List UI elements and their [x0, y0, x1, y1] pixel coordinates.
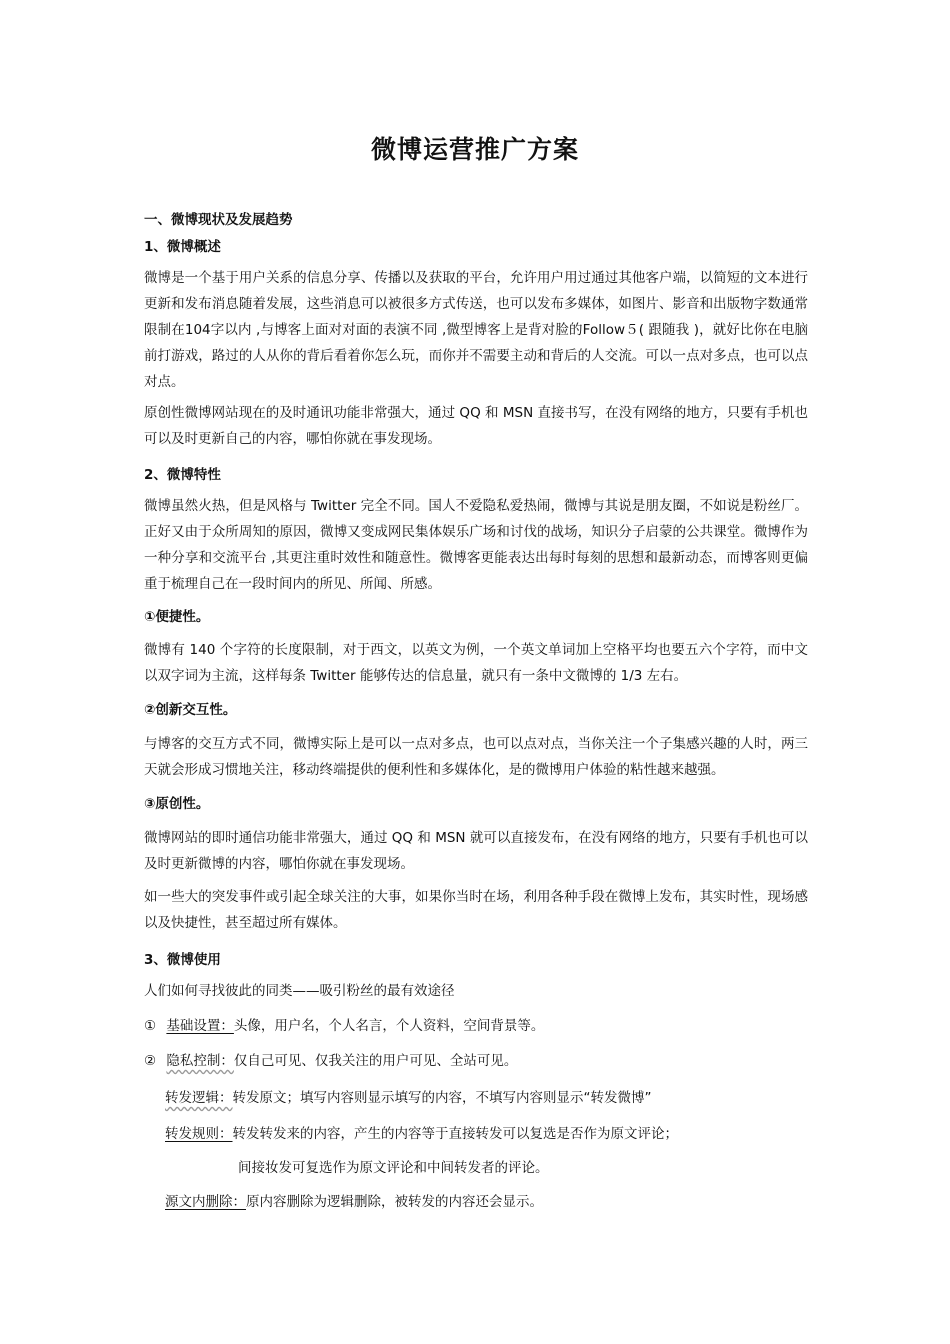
paragraph-realtime: 如一些大的突发事件或引起全球关注的大事，如果你当时在场，利用各种手段在微博上发布，其实时性，现场感以及快捷性，甚至超过所有媒体。: [144, 889, 808, 931]
page-title: 微博运营推广方案: [370, 135, 579, 164]
feature-heading-convenience: ①便捷性。: [144, 609, 210, 625]
section-heading-1: 一、微博现状及发展趋势: [144, 212, 293, 228]
list-item-text: 转发转发来的内容，产生的内容等于直接转发可以复选是否作为原文评论；: [232, 1126, 678, 1142]
list-item-label: 转发规则：: [165, 1126, 233, 1142]
list-item-text: 原内容删除为逻辑删除，被转发的内容还会显示。: [246, 1194, 543, 1210]
list-item-text: 头像，用户名，个人名言，个人资料，空间背景等。: [233, 1018, 545, 1034]
subsection-heading-overview: 1、微博概述: [144, 239, 221, 255]
list-item-repost-rules-continued: 间接妆发可复选作为原文评论和中间转发者的评论。: [238, 1160, 549, 1176]
subsection-heading-features: 2、微博特性: [144, 467, 221, 483]
list-item-label: 隐私控制：: [166, 1053, 234, 1069]
feature-heading-interaction: ②创新交互性。: [144, 702, 237, 718]
list-item-text: 转发原文；填写内容则显示填写的内容，不填写内容则显示“转发微博”: [232, 1090, 652, 1106]
subsection-heading-usage: 3、微博使用: [144, 952, 221, 968]
paragraph-interaction: 与博客的交互方式不同，微博实际上是可以一点对多点，也可以点对点，当你关注一个子集感兴趣的人时，两三天就会形成习惯地关注，移动终端提供的便利性和多媒体化，是的微博用户体验的粘性越来越强。: [144, 736, 808, 778]
paragraph-originality-sites: 原创性微博网站现在的及时通讯功能非常强大，通过 QQ 和 MSN 直接书写，在没有网络的地方，只要有手机也可以及时更新自己的内容，哪怕你就在事发现场。: [144, 405, 808, 447]
paragraph-features: 微博虽然火热，但是风格与 Twitter 完全不同。国人不爱隐私爱热闹，微博与其说是朋友圈，不如说是粉丝厂。正好又由于众所周知的原因，微博又变成网民集体娱乐广场和讨伐的战场，知识分子启蒙的公共课堂。微博作为一种分享和交流平台 ,其更注重时效性和随意性。微博客更能表达出每时每刻的思想和最新动态，而博客则更偏重于梳理自己在一段时间内的所见、所闻、所感。: [144, 498, 808, 592]
paragraph-convenience: 微博有 140 个字符的长度限制，对于西文，以英文为例，一个英文单词加上空格平均也要五六个字符，而中文以双字词为主流，这样每条 Twitter 能够传达的信息量，就只有一条中文微博的 1/3 左右。: [144, 642, 808, 684]
list-item-repost-rules: [165, 1124, 678, 1144]
list-item-privacy-control: [144, 1051, 517, 1071]
list-item-label: 基础设置：: [166, 1018, 234, 1034]
paragraph-overview: 微博是一个基于用户关系的信息分享、传播以及获取的平台，允许用户用过通过其他客户端，以简短的文本进行更新和发布消息随着发展，这些消息可以被很多方式传送，也可以发布多媒体，如图片、影音和出版物字数通常限制在104字以内 ,与博客上面对对面的表演不同 ,微型博客上是背对脸的Follow５( 跟随我 )，就好比你在电脑前打游戏，路过的人从你的背后看着你怎么玩，而你并不需要主动和背后的人交流。可以一点对多点，也可以点对点。: [144, 270, 808, 390]
list-item-basic-settings: [144, 1016, 544, 1036]
feature-heading-originality: ③原创性。: [144, 796, 210, 812]
paragraph-originality: 微博网站的即时通信功能非常强大，通过 QQ 和 MSN 就可以直接发布，在没有网络的地方，只要有手机也可以及时更新微博的内容，哪怕你就在事发现场。: [144, 830, 808, 872]
list-number: ①: [144, 1018, 157, 1034]
list-item-label: 转发逻辑：: [165, 1090, 233, 1106]
list-item-text: 仅自己可见、仅我关注的用户可见、全站可见。: [233, 1053, 518, 1069]
usage-intro: 人们如何寻找彼此的同类——吸引粉丝的最有效途径: [144, 983, 455, 999]
list-number: ②: [144, 1053, 157, 1069]
list-item-source-deletion: [165, 1192, 543, 1212]
list-item-label: 源文内删除：: [165, 1194, 246, 1210]
list-item-repost-logic: [165, 1088, 652, 1108]
